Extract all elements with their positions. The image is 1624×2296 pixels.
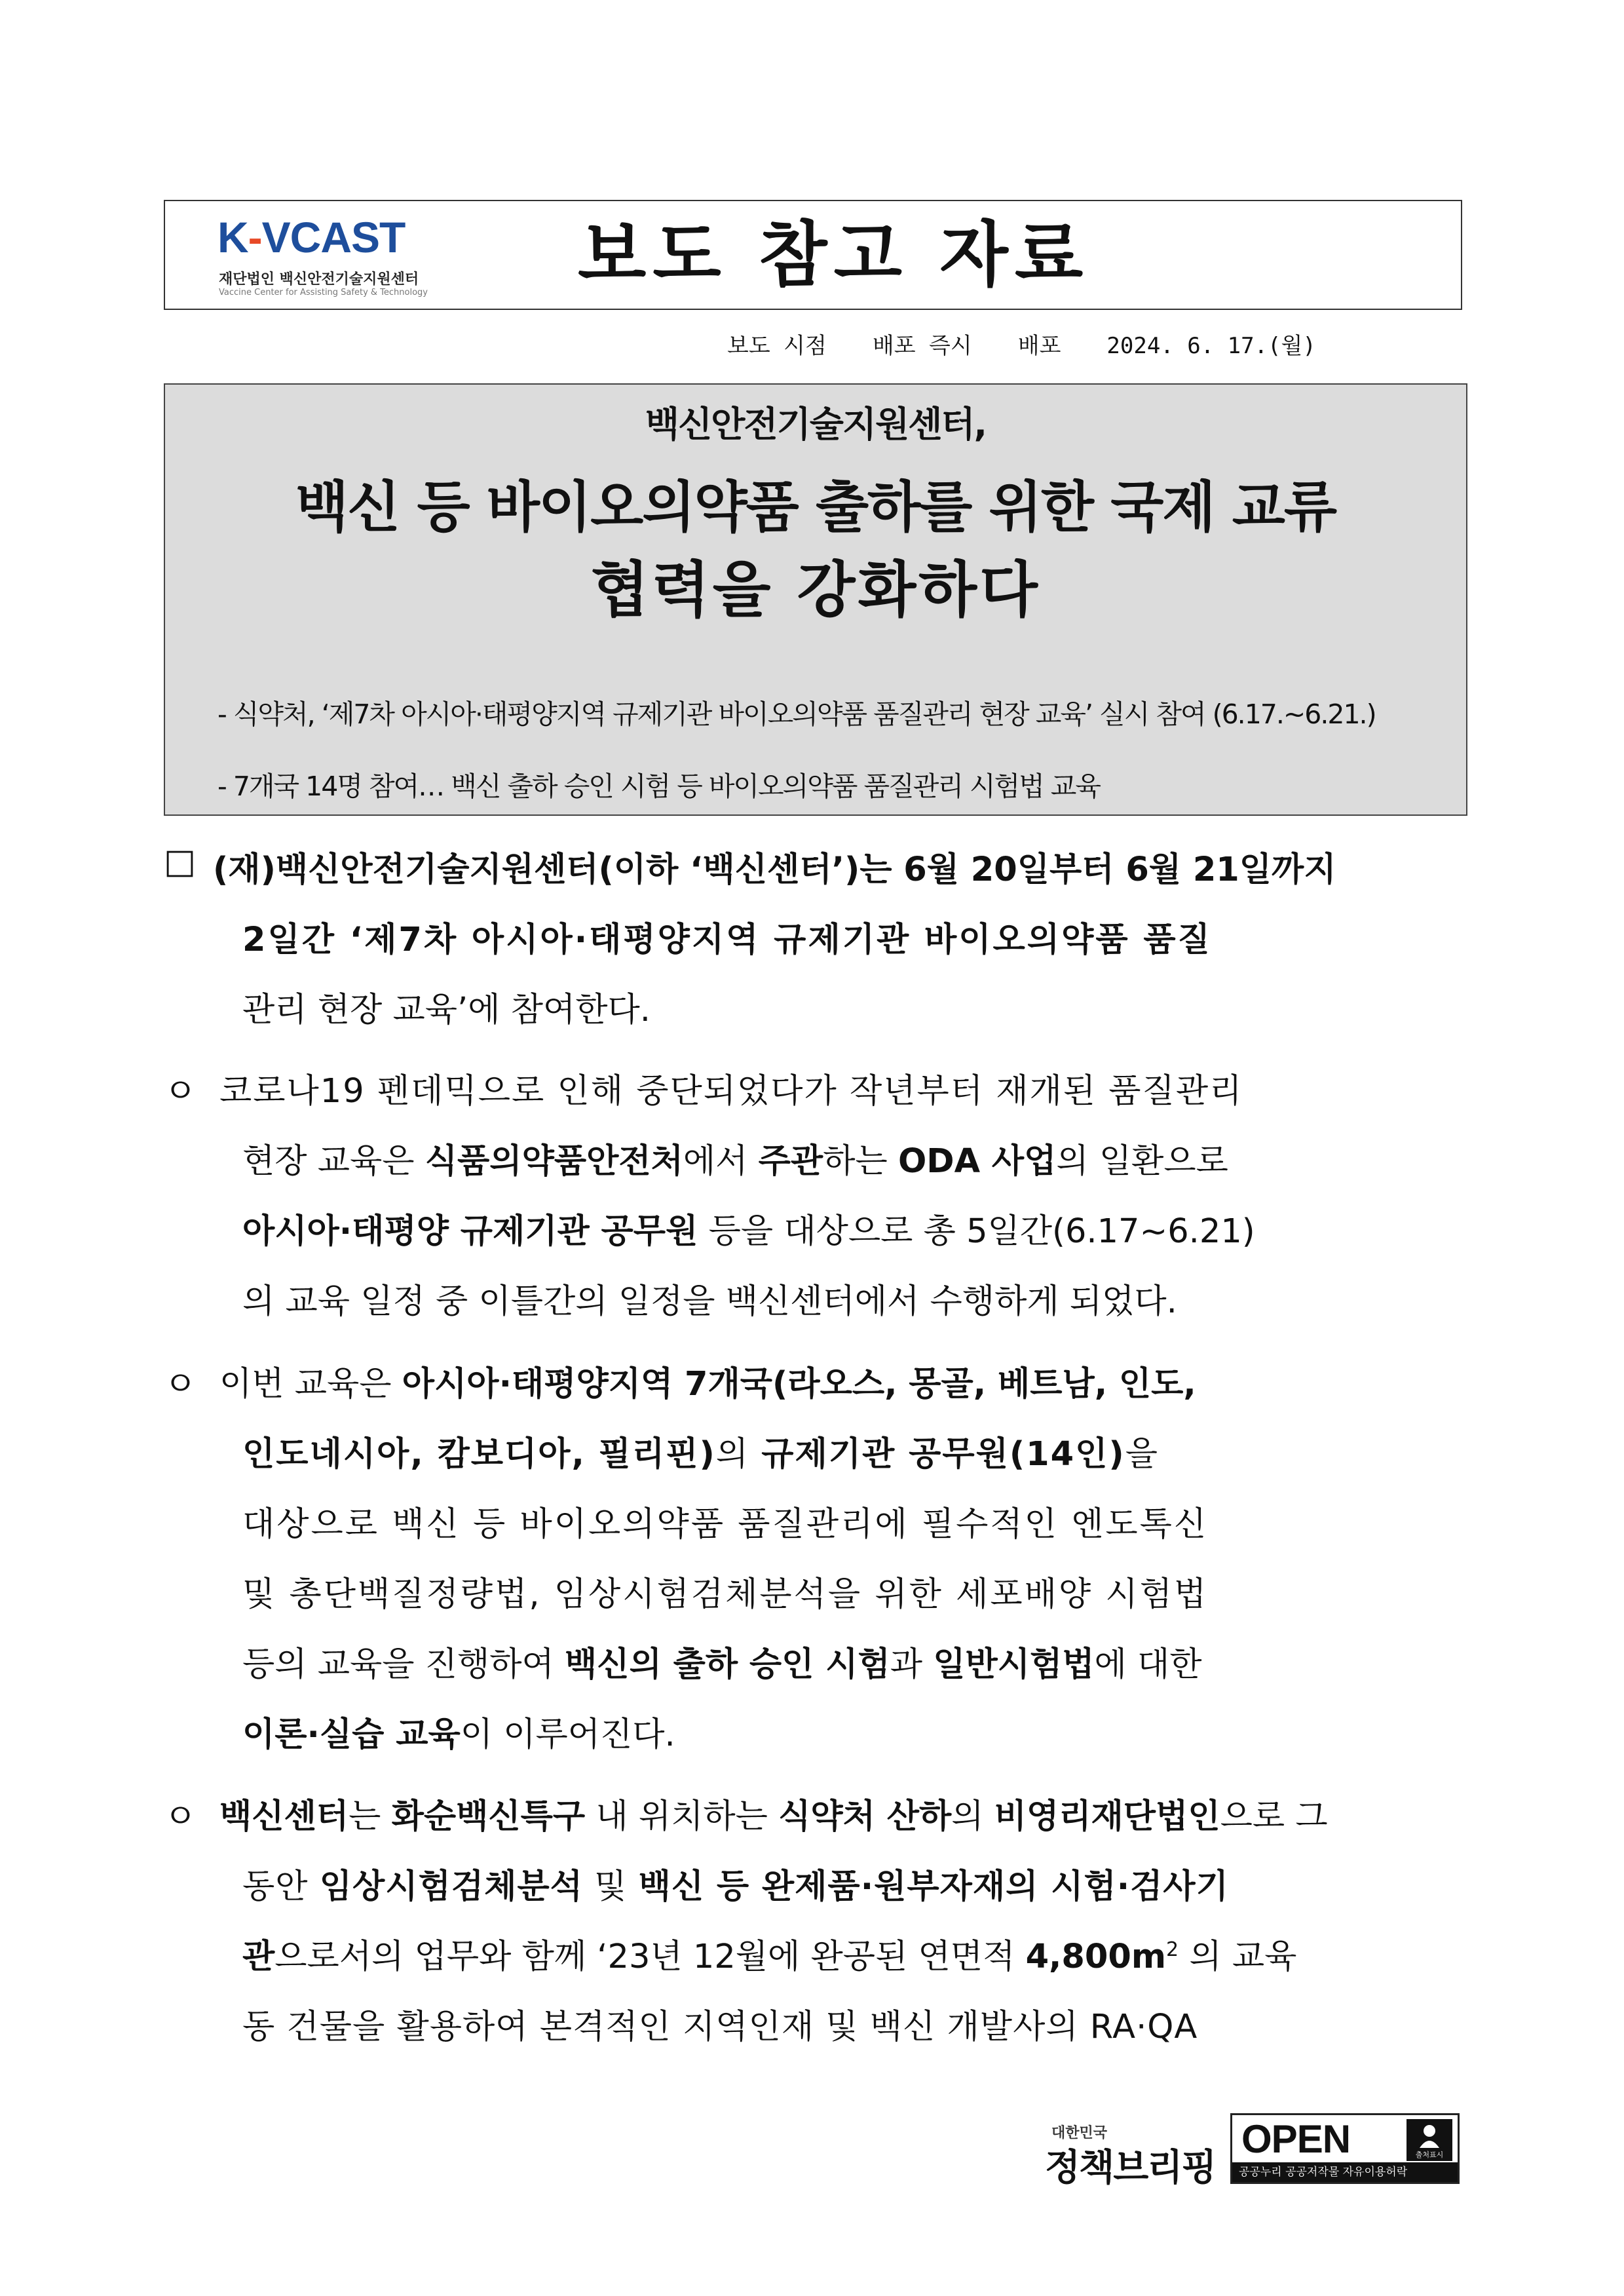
policy-briefing-name: 정책브리핑 xyxy=(1045,2147,1216,2189)
header-box xyxy=(164,200,1462,310)
square-bullet: □ xyxy=(164,842,197,881)
paragraph-3-line-1: 이번 교육은 아시아·태평양지역 7개국(라오스, 몽골, 베트남, 인도, xyxy=(219,1365,1196,1404)
distribution-label: 배포 xyxy=(1017,333,1061,359)
headline-kicker: 백신안전기술지원센터, xyxy=(645,404,987,445)
paragraph-3-line-6: 이론·실습 교육이 이루어진다. xyxy=(242,1715,675,1754)
open-label: OPEN xyxy=(1241,2117,1351,2161)
paragraph-4-line-4: 동 건물을 활용하여 본격적인 지역인재 및 백신 개발사의 RA·QA xyxy=(242,2008,1198,2046)
release-label: 보도 시점 xyxy=(727,333,827,359)
kogl-open-badge xyxy=(1230,2113,1460,2184)
kvcast-logo xyxy=(217,214,493,299)
release-date: 2024. 6. 17.(월) xyxy=(1106,333,1316,359)
svg-text:출처표시: 출처표시 xyxy=(1415,2151,1444,2159)
kogl-strip: 공공누리 공공저작물 자유이용허락 xyxy=(1232,2162,1458,2182)
attribution-person-icon xyxy=(1407,2119,1452,2161)
paragraph-2-line-1: 코로나19 펜데믹으로 인해 중단되었다가 작년부터 재개된 품질관리 xyxy=(219,1072,1243,1111)
logo-mark: K-VCAST xyxy=(217,213,406,261)
release-timing: 배포 즉시 xyxy=(872,333,972,359)
headline-box xyxy=(164,383,1467,816)
paragraph-2-line-2: 현장 교육은 식품의약품안전처에서 주관하는 ODA 사업의 일환으로 xyxy=(242,1142,1228,1181)
logo-org-name: 재단법인 백신안전기술지원센터 xyxy=(219,271,419,288)
paragraph-3-line-4: 및 총단백질정량법, 임상시험검체분석을 위한 세포배양 시험법 xyxy=(242,1575,1209,1614)
paragraph-1-line-2: 2일간 ‘제7차 아시아·태평양지역 규제기관 바이오의약품 품질 xyxy=(242,921,1212,959)
circle-bullet: ㅇ xyxy=(164,1365,197,1404)
paragraph-2-line-4: 의 교육 일정 중 이틀간의 일정을 백신센터에서 수행하게 되었다. xyxy=(242,1282,1177,1321)
paragraph-4-line-3: 관으로서의 업무와 함께 ‘23년 12월에 완공된 연면적 $4,800m^2$ 의 교육 xyxy=(242,1938,1297,1976)
circle-bullet: ㅇ xyxy=(164,1072,197,1111)
paragraph-3-line-2: 인도네시아, 캄보디아, 필리핀)의 규제기관 공무원(14인)을 xyxy=(242,1435,1160,1474)
headline-line-1: 백신 등 바이오의약품 출하를 위한 국제 교류 xyxy=(295,475,1336,539)
logo-english-name: Vaccine Center for Assisting Safety & Technology xyxy=(219,288,428,297)
paragraph-2-line-3: 아시아·태평양 규제기관 공무원 등을 대상으로 총 5일간(6.17~6.21) xyxy=(242,1212,1255,1251)
paragraph-1-line-1: (재)백신안전기술지원센터(이하 ‘백신센터’)는 6월 20일부터 6월 21일까지 xyxy=(213,851,1336,889)
paragraph-3-line-3: 대상으로 백신 등 바이오의약품 품질관리에 필수적인 엔도톡신 xyxy=(242,1505,1209,1544)
circle-bullet: ㅇ xyxy=(164,1797,197,1837)
paragraph-3-line-5: 등의 교육을 진행하여 백신의 출하 승인 시험과 일반시험법에 대한 xyxy=(242,1645,1202,1684)
headline-subtitle-2: - 7개국 14명 참여… 백신 출하 승인 시험 등 바이오의약품 품질관리 시험법 교육 xyxy=(217,771,1101,802)
headline-line-2: 협력을 강화하다 xyxy=(590,555,1041,625)
document-type-title: 보도 참고 자료 xyxy=(578,214,1090,296)
paragraph-4-line-1: 백신센터는 화순백신특구 내 위치하는 식약처 산하의 비영리재단법인으로 그 xyxy=(219,1797,1328,1836)
policy-briefing-logo xyxy=(1045,2122,1216,2189)
release-info xyxy=(727,328,1316,360)
headline-subtitle-1: - 식약처, ‘제7차 아시아·태평양지역 규제기관 바이오의약품 품질관리 현장 교육’ 실시 참여 (6.17.~6.21.) xyxy=(217,698,1376,730)
policy-briefing-country: 대한민국 xyxy=(1051,2125,1108,2141)
paragraph-4-line-2: 동안 임상시험검체분석 및 백신 등 완제품·원부자재의 시험·검사기 xyxy=(242,1867,1229,1906)
person-icon xyxy=(1407,2119,1452,2161)
paragraph-1-line-3: 관리 현장 교육’에 참여한다. xyxy=(242,991,651,1029)
